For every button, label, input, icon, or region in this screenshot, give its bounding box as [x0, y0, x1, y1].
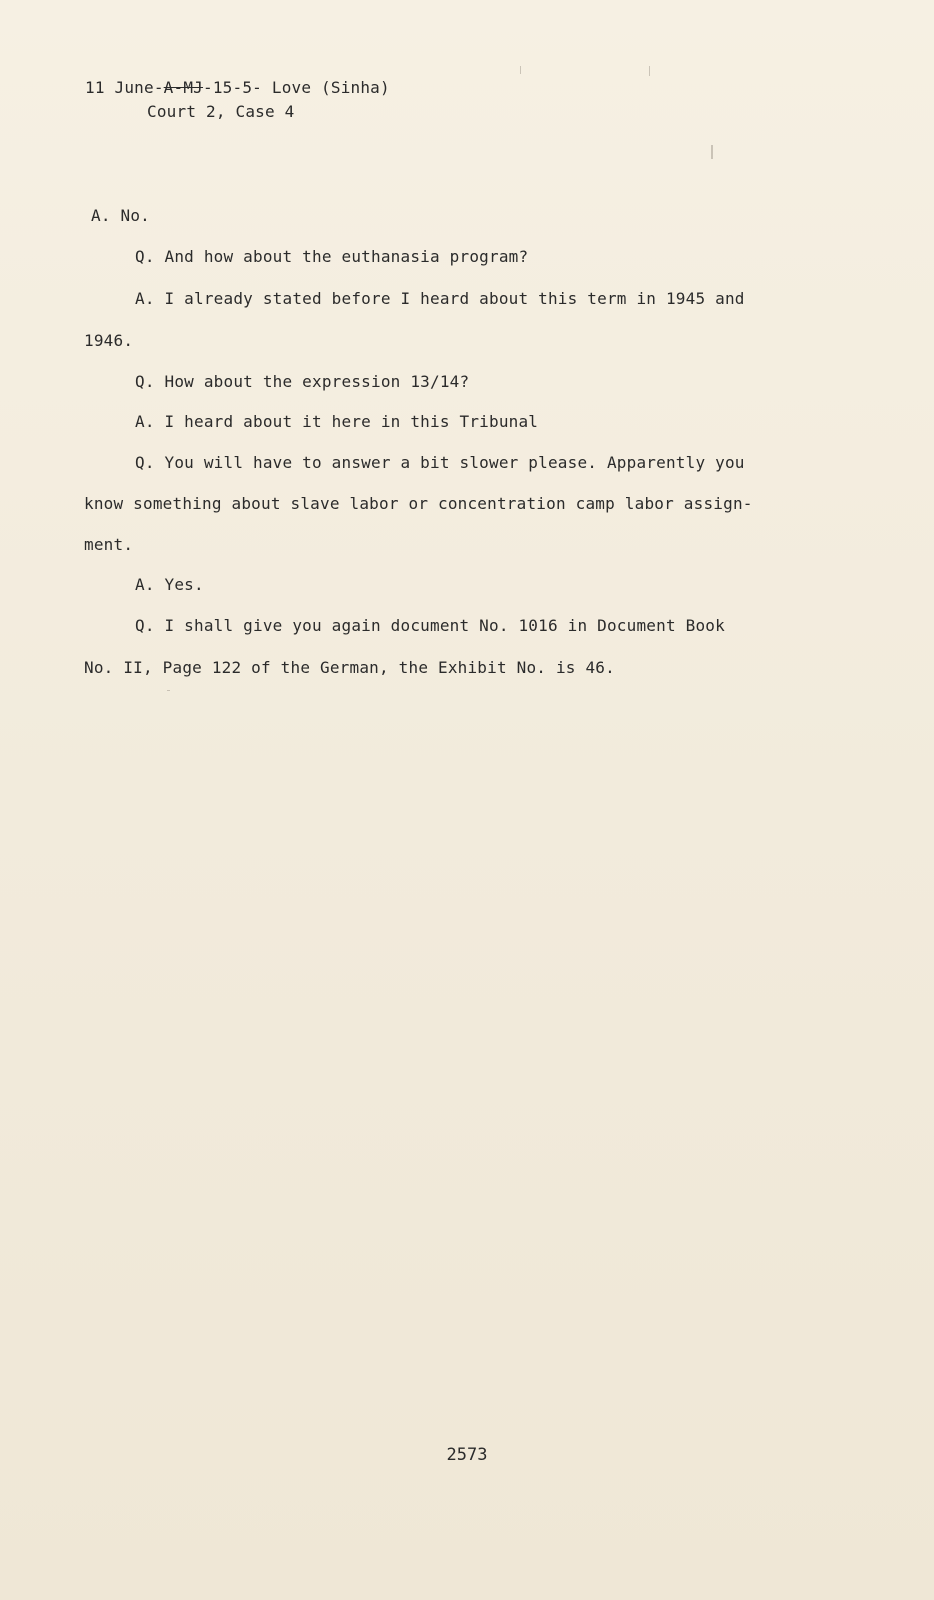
transcript-line: Q. How about the expression 13/14? — [135, 372, 470, 391]
transcript-line: No. II, Page 122 of the German, the Exhibit No. is 46. — [84, 658, 615, 677]
transcript-line: Q. And how about the euthanasia program? — [135, 247, 529, 266]
transcript-line: A. Yes. — [135, 575, 204, 594]
transcript-line: Q. I shall give you again document No. 1016 in Document Book — [135, 616, 725, 635]
transcript-line: A. No. — [91, 206, 150, 225]
paper-speck — [711, 145, 713, 159]
header-date: 11 June- — [85, 78, 164, 97]
transcript-line: know something about slave labor or concentration camp labor assign- — [84, 494, 753, 513]
transcript-line: ment. — [84, 535, 134, 554]
transcript-line: Q. You will have to answer a bit slower please. Apparently you — [135, 453, 745, 472]
transcript-line: 1946. — [84, 331, 134, 350]
paper-speck — [520, 66, 521, 74]
header-court-case: Court 2, Case 4 — [147, 102, 295, 121]
paper-speck — [167, 690, 170, 691]
transcript-line: A. I heard about it here in this Tribunal — [135, 412, 539, 431]
paper-speck — [649, 66, 650, 76]
header-struck-code: A-MJ — [163, 78, 204, 97]
page-number: 2573 — [446, 1445, 488, 1465]
header-line-1 — [85, 78, 390, 98]
transcript-line: A. I already stated before I heard about this term in 1945 and — [135, 289, 745, 308]
header-code: -15-5- — [203, 78, 263, 97]
header-reporter: Love (Sinha) — [271, 78, 390, 97]
